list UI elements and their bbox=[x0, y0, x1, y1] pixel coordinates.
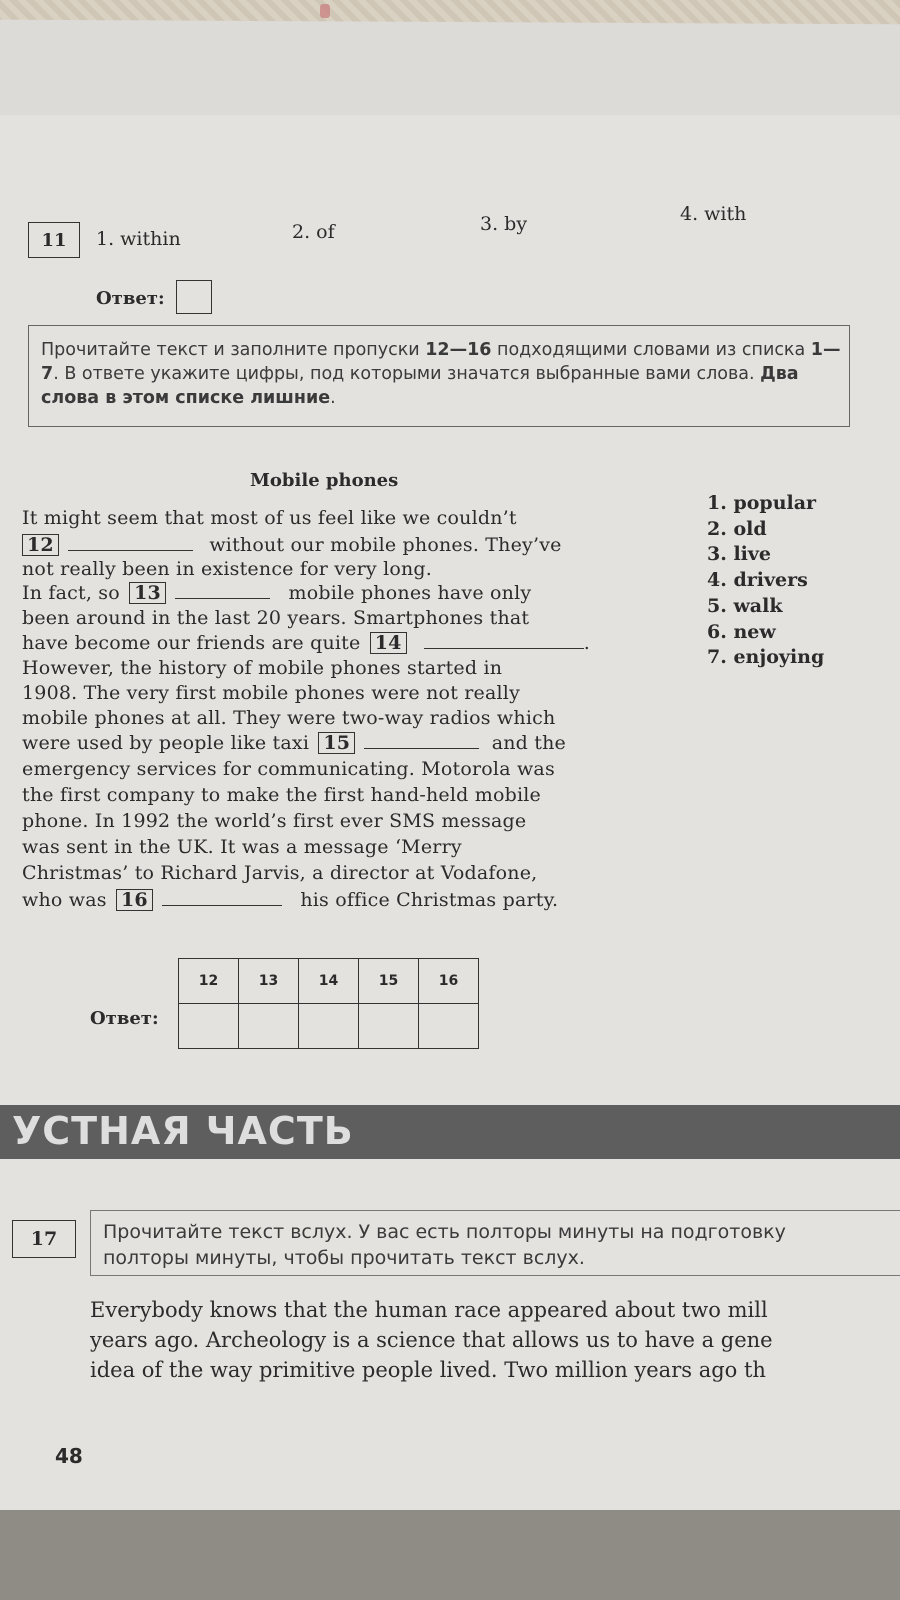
answer-table-label: Ответ: bbox=[90, 1008, 159, 1029]
q17-text-line: years ago. Archeology is a science that allows us to have a gene bbox=[90, 1328, 773, 1352]
gap-number-box: 13 bbox=[129, 582, 166, 604]
answer-input-cell-16[interactable] bbox=[419, 1004, 479, 1049]
text-title: Mobile phones bbox=[250, 470, 399, 491]
text-fragment: his office Christmas party. bbox=[300, 889, 559, 911]
question-number-text: 17 bbox=[30, 1228, 58, 1250]
q11-option-4: 4. with bbox=[680, 203, 747, 225]
answer-header-cell: 12 bbox=[179, 959, 239, 1004]
q17-instructions-box bbox=[90, 1210, 900, 1276]
text-fragment: who was bbox=[22, 889, 107, 911]
question-number-11 bbox=[28, 222, 80, 258]
instr-part1: Прочитайте текст и заполните пропуски bbox=[41, 340, 426, 360]
instr-end: . bbox=[330, 388, 336, 408]
text-fragment: In fact, so bbox=[22, 582, 120, 604]
instr-range1: 12—16 bbox=[425, 340, 492, 360]
q17-text-line: Everybody knows that the human race appeared about two mill bbox=[90, 1298, 768, 1322]
word-list-item: 5. walk bbox=[707, 595, 783, 617]
text-line: was sent in the UK. It was a message ‘Merry bbox=[22, 836, 462, 858]
answer-input-cell-15[interactable] bbox=[359, 1004, 419, 1049]
text-line: phone. In 1992 the world’s first ever SMS message bbox=[22, 810, 527, 832]
q11-option-3: 3. by bbox=[480, 213, 528, 235]
answer-input-cell-13[interactable] bbox=[239, 1004, 299, 1049]
text-line bbox=[22, 730, 652, 756]
q11-option-1: 1. within bbox=[96, 228, 181, 250]
q17-text-line: idea of the way primitive people lived. Two million years ago th bbox=[90, 1358, 766, 1382]
section-title: УСТНАЯ ЧАСТЬ bbox=[12, 1109, 354, 1153]
text-line: been around in the last 20 years. Smartphones that bbox=[22, 607, 530, 629]
text-line bbox=[22, 532, 652, 558]
text-fragment: . bbox=[583, 632, 591, 654]
gap-number-box: 16 bbox=[116, 889, 153, 911]
answer-table bbox=[178, 958, 479, 1049]
answer-header-cell: 14 bbox=[299, 959, 359, 1004]
word-list-item: 3. live bbox=[707, 543, 772, 565]
gap-number-box: 15 bbox=[318, 732, 355, 754]
answer-header-cell: 13 bbox=[239, 959, 299, 1004]
answer-input-cell-12[interactable] bbox=[179, 1004, 239, 1049]
question-number-text: 11 bbox=[41, 229, 67, 251]
gap-number-box: 12 bbox=[22, 534, 59, 556]
text-fragment: were used by people like taxi bbox=[22, 732, 310, 754]
surface-background bbox=[0, 1510, 900, 1600]
answer-table-header-row bbox=[179, 959, 479, 1004]
gap-blank-13[interactable] bbox=[175, 580, 270, 599]
section-header-bar bbox=[0, 1105, 900, 1159]
instr-range2: 1—7 bbox=[41, 340, 841, 384]
question-number-17 bbox=[12, 1220, 76, 1258]
q17-instr-line1: Прочитайте текст вслух. У вас есть полторы минуты на подготовку bbox=[103, 1221, 786, 1243]
text-line bbox=[22, 580, 652, 606]
word-list-item: 7. enjoying bbox=[707, 646, 825, 668]
instructions-box bbox=[28, 325, 850, 427]
text-line: emergency services for communicating. Motorola was bbox=[22, 758, 555, 780]
instr-part2: подходящими словами из списка bbox=[491, 340, 811, 360]
answer-table-input-row bbox=[179, 1004, 479, 1049]
text-line: 1908. The very first mobile phones were not really bbox=[22, 682, 521, 704]
answer-input-cell-14[interactable] bbox=[299, 1004, 359, 1049]
q11-answer-label: Ответ: bbox=[96, 288, 165, 309]
gap-blank-12[interactable] bbox=[68, 532, 193, 551]
word-list-item: 2. old bbox=[707, 518, 767, 540]
word-list-item: 4. drivers bbox=[707, 569, 808, 591]
text-line: However, the history of mobile phones started in bbox=[22, 657, 503, 679]
q17-instructions-text bbox=[103, 1219, 900, 1271]
q11-option-2: 2. of bbox=[292, 221, 335, 243]
gap-blank-16[interactable] bbox=[162, 887, 282, 906]
q11-answer-box[interactable] bbox=[176, 280, 212, 314]
text-line bbox=[22, 887, 652, 913]
word-list-item: 6. new bbox=[707, 621, 776, 643]
text-line: the first company to make the first hand-held mobile bbox=[22, 784, 541, 806]
text-fragment: mobile phones have only bbox=[288, 582, 532, 604]
text-fragment: have become our friends are quite bbox=[22, 632, 361, 654]
text-line bbox=[22, 630, 652, 656]
answer-header-cell: 15 bbox=[359, 959, 419, 1004]
q17-instr-line2: полторы минуты, чтобы прочитать текст вслух. bbox=[103, 1247, 585, 1269]
gap-blank-14[interactable] bbox=[424, 630, 584, 649]
instr-bold-note: Два слова в этом списке лишние bbox=[41, 364, 799, 408]
text-fragment: and the bbox=[491, 732, 567, 754]
page-number: 48 bbox=[55, 1444, 83, 1468]
gap-number-box: 14 bbox=[370, 632, 407, 654]
text-line: mobile phones at all. They were two-way radios which bbox=[22, 707, 556, 729]
gap-blank-15[interactable] bbox=[364, 730, 479, 749]
word-list-item: 1. popular bbox=[707, 492, 817, 514]
text-line: It might seem that most of us feel like we couldn’t bbox=[22, 507, 517, 529]
instr-part3: . В ответе укажите цифры, под которыми значатся выбранные вами слова. bbox=[53, 364, 761, 384]
tablecloth-mark bbox=[320, 4, 330, 18]
answer-header-cell: 16 bbox=[419, 959, 479, 1004]
text-fragment: without our mobile phones. They’ve bbox=[209, 534, 562, 556]
text-line: Christmas’ to Richard Jarvis, a director at Vodafone, bbox=[22, 862, 538, 884]
text-line: not really been in existence for very long. bbox=[22, 558, 433, 580]
instructions-text bbox=[41, 338, 841, 410]
